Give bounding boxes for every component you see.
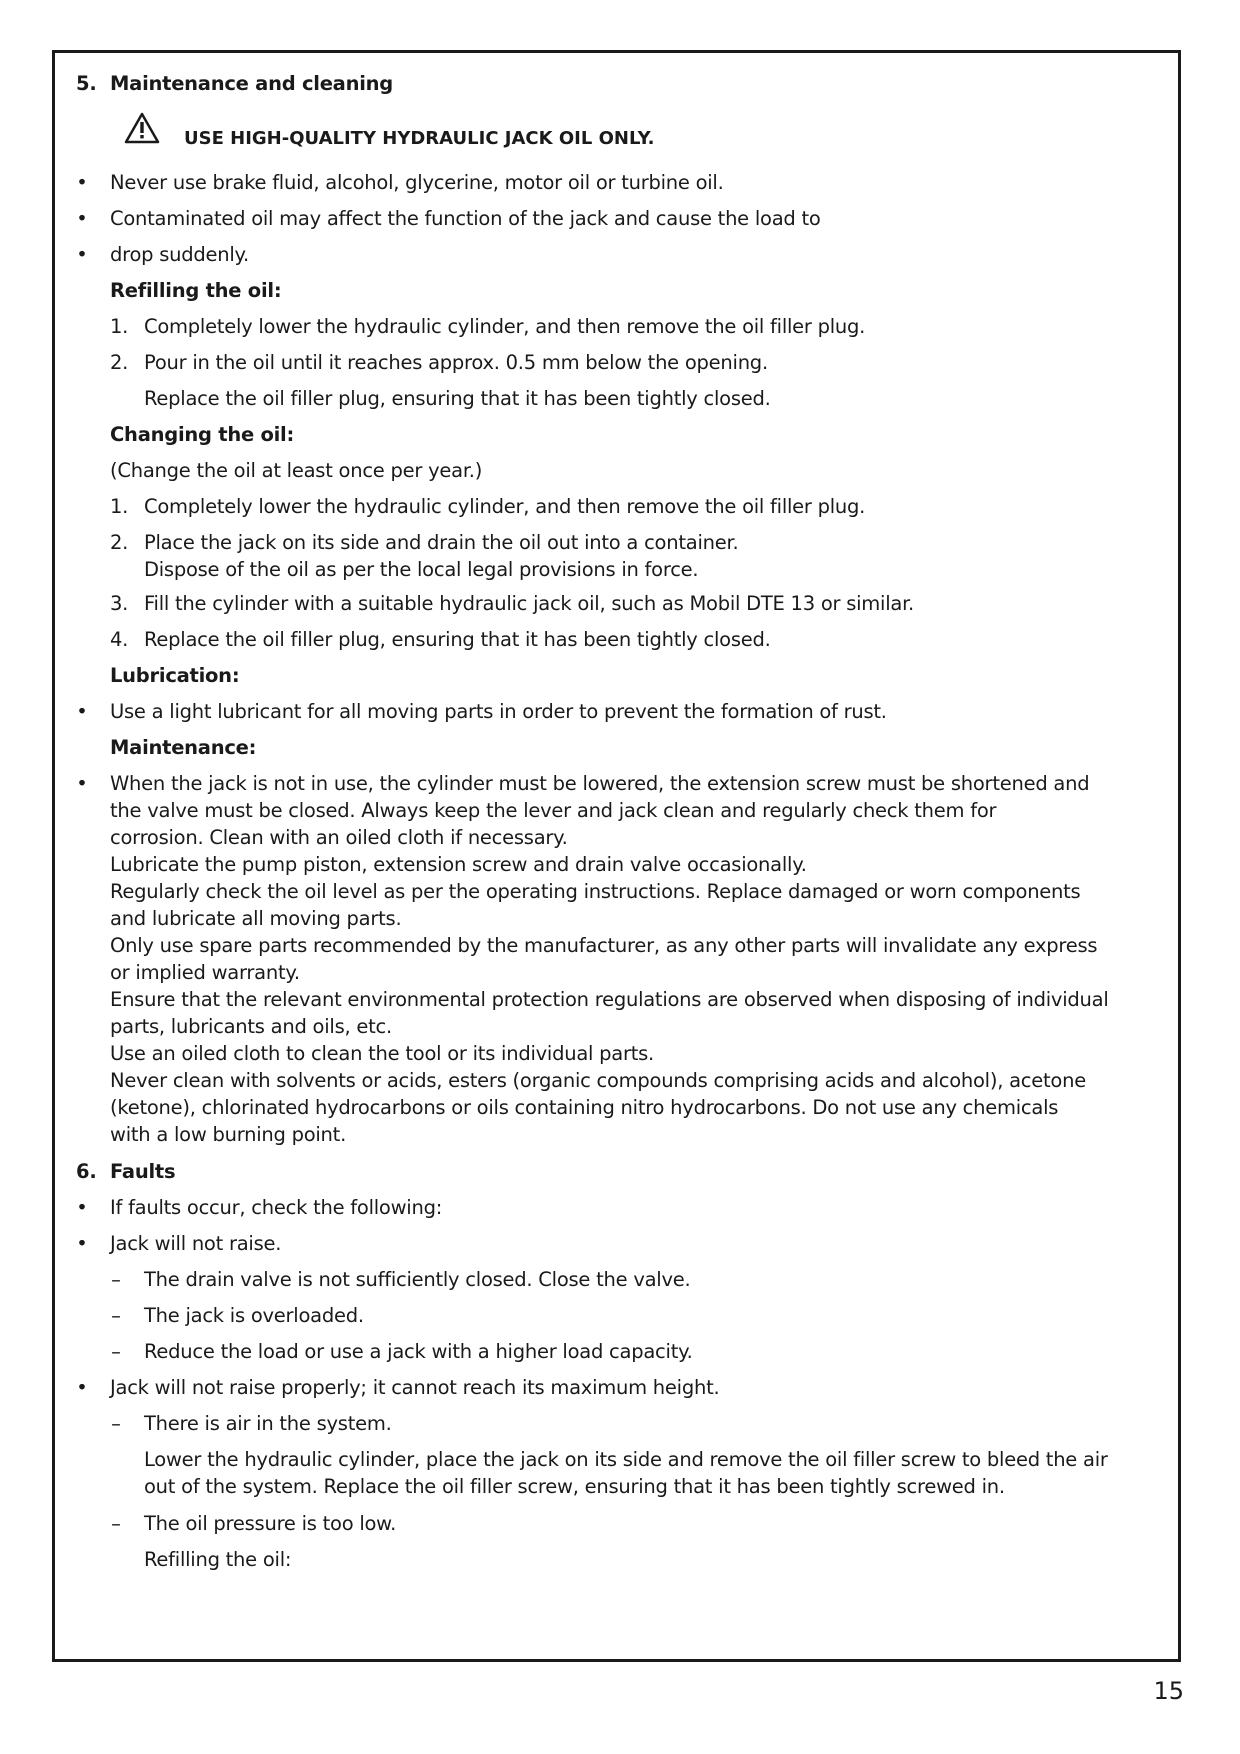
fault-remedy: Refilling the oil: [144,1548,292,1571]
lubrication-bullet: Use a light lubricant for all moving parts in order to prevent the formation of rust. [110,700,887,723]
changing-step: Replace the oil filler plug, ensuring that it has been tightly closed. [144,628,771,651]
maintenance-line: Never clean with solvents or acids, esters (organic compounds comprising acids and alcohol), acetone [110,1069,1086,1092]
fault-remedy-line: out of the system. Replace the oil filler screw, ensuring that it has been tightly screwed in. [144,1475,1005,1498]
maintenance-line: corrosion. Clean with an oiled cloth if necessary. [110,826,568,849]
step-number: 2. [110,531,129,554]
maintenance-line: Lubricate the pump piston, extension screw and drain valve occasionally. [110,853,807,876]
changing-step: Fill the cylinder with a suitable hydraulic jack oil, such as Mobil DTE 13 or similar. [144,592,914,615]
fault-cause: The jack is overloaded. [144,1304,364,1327]
bullet-marker: • [76,243,88,266]
maintenance-line: Ensure that the relevant environmental protection regulations are observed when disposing of individual [110,988,1109,1011]
page-number: 15 [1153,1677,1184,1705]
fault-cause: The oil pressure is too low. [144,1512,397,1535]
bullet-marker: • [76,772,88,795]
section-5-title: Maintenance and cleaning [110,72,393,95]
maintenance-heading: Maintenance: [110,736,257,759]
changing-step: Place the jack on its side and drain the oil out into a container. [144,531,739,554]
fault-cause: There is air in the system. [144,1412,392,1435]
fault-cause: The drain valve is not sufficiently closed. Close the valve. [144,1268,691,1291]
step-number: 2. [110,351,129,374]
maintenance-line: Regularly check the oil level as per the operating instructions. Replace damaged or worn components [110,880,1081,903]
maintenance-line: parts, lubricants and oils, etc. [110,1015,392,1038]
fault-item: Jack will not raise. [110,1232,282,1255]
fault-remedy-line: Lower the hydraulic cylinder, place the jack on its side and remove the oil filler screw to bleed the air [144,1448,1108,1471]
dash-marker: – [111,1412,121,1435]
section-6-title: Faults [110,1160,176,1183]
maintenance-line: or implied warranty. [110,961,300,984]
bullet-item: drop suddenly. [110,243,249,266]
bullet-marker: • [76,700,88,723]
bullet-marker: • [76,1196,88,1219]
section-5-number: 5. [76,72,97,95]
maintenance-line: the valve must be closed. Always keep the lever and jack clean and regularly check them for [110,799,997,822]
step-number: 3. [110,592,129,615]
step-number: 1. [110,315,129,338]
bullet-item: Contaminated oil may affect the function of the jack and cause the load to [110,207,821,230]
refilling-step: Pour in the oil until it reaches approx. 0.5 mm below the opening. [144,351,768,374]
maintenance-line: Only use spare parts recommended by the manufacturer, as any other parts will invalidate any express [110,934,1098,957]
maintenance-line: (ketone), chlorinated hydrocarbons or oils containing nitro hydrocarbons. Do not use any chemicals [110,1096,1059,1119]
maintenance-line: When the jack is not in use, the cylinder must be lowered, the extension screw must be shortened and [110,772,1090,795]
dash-marker: – [111,1340,121,1363]
bullet-item: Never use brake fluid, alcohol, glycerine, motor oil or turbine oil. [110,171,724,194]
step-number: 1. [110,495,129,518]
maintenance-line: with a low burning point. [110,1123,347,1146]
dash-marker: – [111,1512,121,1535]
changing-step: Completely lower the hydraulic cylinder, and then remove the oil filler plug. [144,495,866,518]
step-number: 4. [110,628,129,651]
bullet-marker: • [76,207,88,230]
dash-marker: – [111,1304,121,1327]
refilling-step: Completely lower the hydraulic cylinder, and then remove the oil filler plug. [144,315,866,338]
section-6-number: 6. [76,1160,97,1183]
changing-step-continuation: Dispose of the oil as per the local legal provisions in force. [144,558,699,581]
bullet-marker: • [76,1376,88,1399]
bullet-marker: • [76,171,88,194]
maintenance-line: Use an oiled cloth to clean the tool or its individual parts. [110,1042,654,1065]
dash-marker: – [111,1268,121,1291]
refilling-heading: Refilling the oil: [110,279,282,302]
faults-intro: If faults occur, check the following: [110,1196,443,1219]
refilling-continuation: Replace the oil filler plug, ensuring that it has been tightly closed. [144,387,771,410]
lubrication-heading: Lubrication: [110,664,240,687]
warning-triangle-icon [124,112,160,144]
changing-heading: Changing the oil: [110,423,295,446]
warning-text: USE HIGH-QUALITY HYDRAULIC JACK OIL ONLY. [184,128,655,149]
fault-item: Jack will not raise properly; it cannot reach its maximum height. [110,1376,720,1399]
changing-note: (Change the oil at least once per year.) [110,459,483,482]
maintenance-line: and lubricate all moving parts. [110,907,402,930]
fault-cause: Reduce the load or use a jack with a higher load capacity. [144,1340,693,1363]
bullet-marker: • [76,1232,88,1255]
